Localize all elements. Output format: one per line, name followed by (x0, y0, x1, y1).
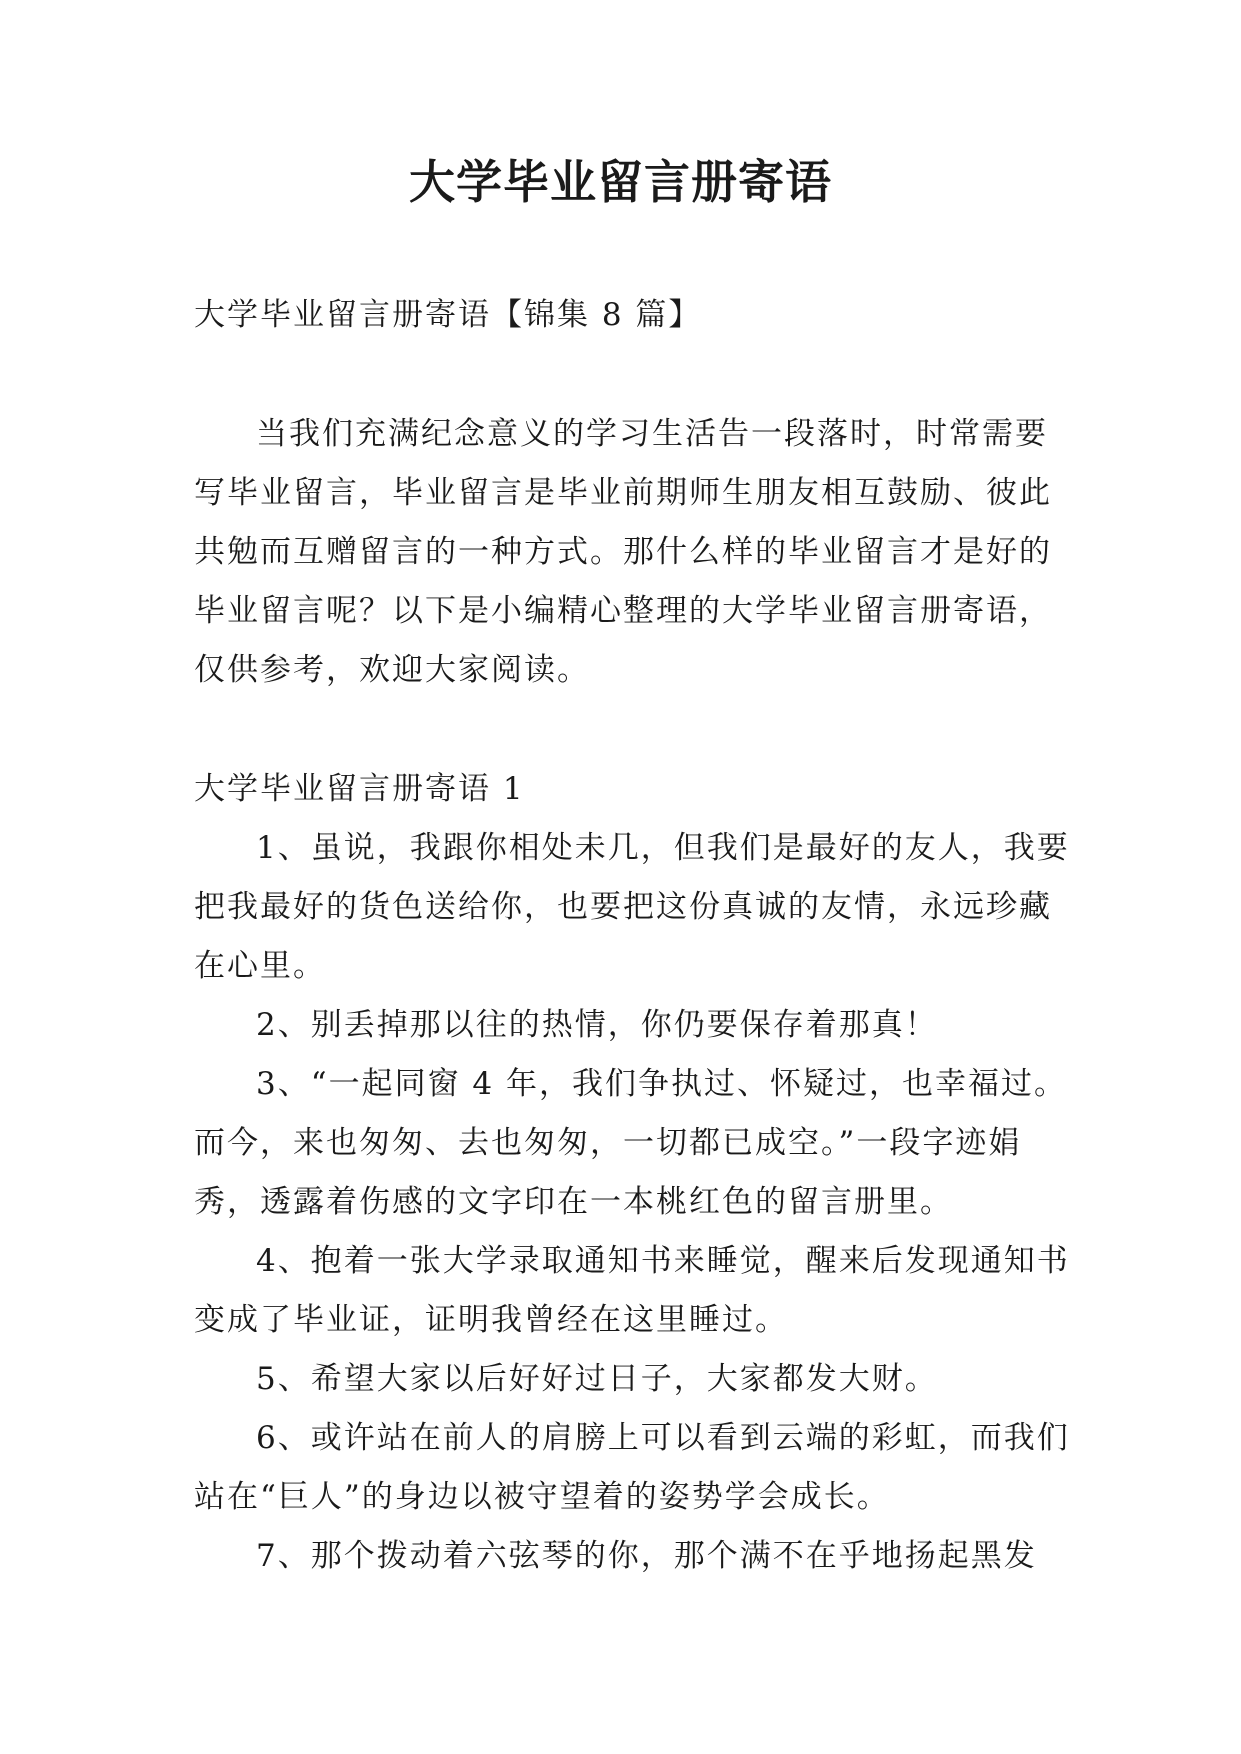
list-item: 4、抱着一张大学录取通知书来睡觉，醒来后发现通知书变成了毕业证，证明我曾经在这里睡过。 (194, 1243, 1070, 1338)
list-item: 3、“一起同窗 4 年，我们争执过、怀疑过，也幸福过。而今，来也匆匆、去也匆匆，一切都已成空。”一段字迹娟秀，透露着伤感的文字印在一本桃红色的留言册里。 (194, 1066, 1068, 1220)
list-item: 7、那个拨动着六弦琴的你，那个满不在乎地扬起黑发 (256, 1538, 1037, 1574)
list-item: 5、希望大家以后好好过日子，大家都发大财。 (256, 1361, 938, 1397)
list-item: 2、别丢掉那以往的热情，你仍要保存着那真！ (256, 1007, 938, 1043)
list-item: 6、或许站在前人的肩膀上可以看到云端的彩虹，而我们站在“巨人”的身边以被守望着的姿势学会成长。 (194, 1420, 1070, 1515)
intro-paragraph: 当我们充满纪念意义的学习生活告一段落时，时常需要写毕业留言，毕业留言是毕业前期师生朋友相互鼓励、彼此共勉而互赠留言的一种方式。那什么样的毕业留言才是好的毕业留言呢？以下是小编精心整理的大学毕业留言册寄语，仅供参考，欢迎大家阅读。 (194, 416, 1052, 688)
spacer (194, 345, 1074, 405)
spacer (194, 700, 1074, 760)
section-heading: 大学毕业留言册寄语 1 (194, 771, 525, 807)
document-title: 大学毕业留言册寄语 (409, 155, 832, 209)
document-subtitle: 大学毕业留言册寄语【锦集 8 篇】 (194, 297, 702, 333)
document-body (194, 286, 1074, 1586)
list-item: 1、虽说，我跟你相处未几，但我们是最好的友人，我要把我最好的货色送给你，也要把这份真诚的友情，永远珍藏在心里。 (194, 830, 1070, 984)
